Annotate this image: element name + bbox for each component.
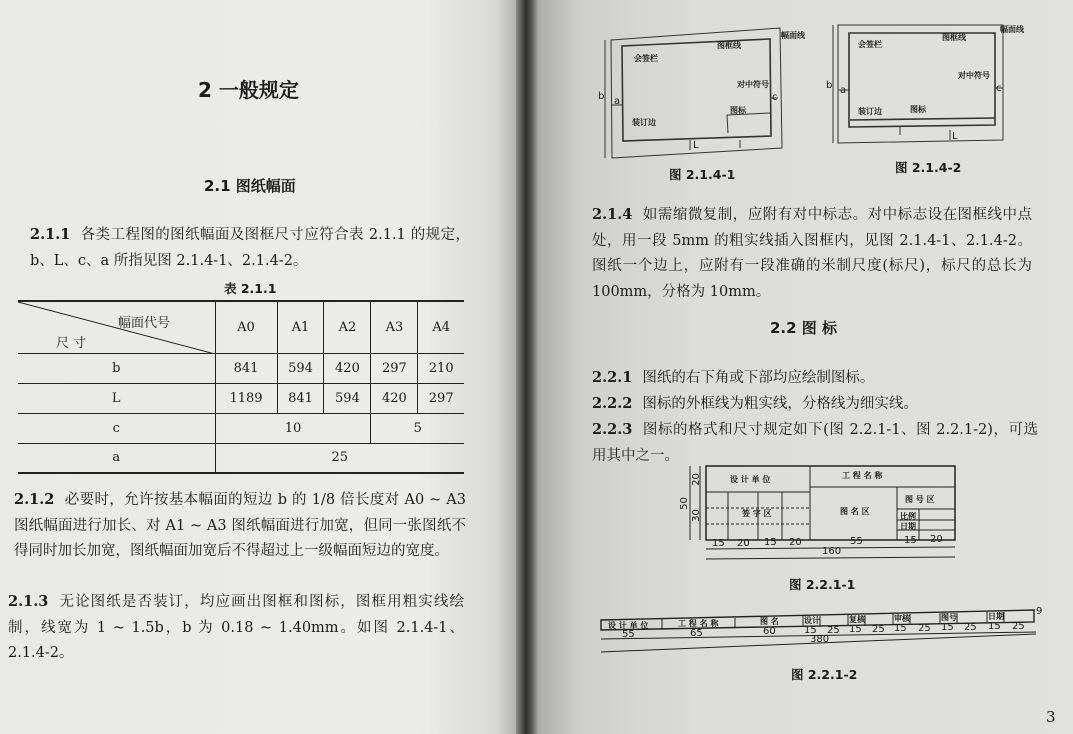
label-sign-box: 会签栏 — [858, 40, 882, 49]
dim: 25 — [1012, 621, 1025, 632]
cell-sign-area: 签 字 区 — [742, 509, 772, 518]
cell-drawing-no-area: 图 号 区 — [905, 495, 935, 504]
dim: 15 — [941, 622, 954, 633]
clause-text: 无论图纸是否装订，均应画出图框和图标，图框用粗实线绘制，线宽为 1 ~ 1.5b，b 为 0.18 ~ 1.40mm。如图 2.1.4-1、2.1.4-2。 — [8, 594, 464, 661]
cell: 日期 — [988, 612, 1004, 621]
row-label: a — [18, 443, 215, 473]
label-c: c — [772, 92, 778, 103]
dim: 25 — [964, 622, 977, 633]
clause-2-2-1 — [592, 365, 1032, 392]
fig-2-1-4-2-caption: 图 2.1.4-2 — [895, 160, 962, 175]
cell-design-unit: 设 计 单 位 — [730, 475, 771, 484]
dim-total: 160 — [822, 546, 842, 557]
fig-2-2-1-1-caption: 图 2.2.1-1 — [789, 577, 856, 592]
cell-project-name: 工 程 名 称 — [842, 471, 883, 480]
header-size-code: 幅面代号 — [118, 316, 171, 331]
clause-number: 2.1.1 — [30, 226, 71, 243]
cell: 841 — [215, 353, 277, 383]
cell: 审核 — [894, 614, 910, 623]
page-number: 3 — [1046, 708, 1056, 726]
row-label: c — [18, 413, 215, 443]
dim-height-bottom: 30 — [690, 509, 702, 522]
cell: 1189 — [215, 383, 277, 413]
section-title-2-2: 2.2 图 标 — [770, 319, 838, 337]
col-a3: A3 — [371, 301, 418, 353]
label-center-mark: 对中符号 — [958, 71, 990, 80]
clause-2-1-4 — [592, 202, 1032, 305]
dim: 15 — [764, 537, 777, 548]
col-a2: A2 — [324, 301, 371, 353]
label-frame-line: 图框线 — [717, 41, 741, 50]
label-b: b — [826, 80, 833, 91]
cell: 图 名 — [760, 617, 779, 626]
row-label: L — [18, 383, 215, 413]
dim-height-total: 50 — [678, 497, 690, 510]
cell: 设计 — [804, 616, 820, 625]
cell: 210 — [418, 353, 464, 383]
dim-total: 380 — [810, 634, 830, 645]
label-sheet-line: 幅面线 — [781, 31, 805, 40]
label-frame-line: 图框线 — [942, 33, 966, 42]
clause-text: 图标的格式和尺寸规定如下(图 2.2.1-1、图 2.2.1-2)，可选用其中之一。 — [592, 422, 1038, 464]
chapter-title: 2 一般规定 — [198, 78, 299, 102]
clause-2-2-3 — [592, 417, 1038, 469]
cell-scale: 比例 — [900, 512, 916, 521]
dim: 25 — [918, 623, 931, 634]
clause-text: 图标的外框线为粗实线，分格线为细实线。 — [642, 396, 918, 412]
cell: 25 — [215, 443, 464, 473]
cell: 297 — [418, 383, 464, 413]
label-a: a — [614, 96, 621, 107]
label-a: a — [840, 85, 847, 96]
fig-2-1-4-1-caption: 图 2.1.4-1 — [669, 167, 736, 182]
cell: 设 计 单 位 — [608, 621, 649, 630]
header-dimension: 尺 寸 — [56, 336, 87, 351]
clause-number: 2.2.2 — [592, 395, 633, 412]
dim: 15 — [712, 538, 725, 549]
dim: 20 — [930, 534, 943, 545]
cell: 594 — [277, 353, 324, 383]
dim: 20 — [737, 538, 750, 549]
section-title-2-1: 2.1 图纸幅面 — [204, 177, 296, 195]
clause-number: 2.1.4 — [592, 206, 633, 223]
cell: 420 — [371, 383, 418, 413]
col-a0: A0 — [215, 301, 277, 353]
row-label: b — [18, 353, 215, 383]
clause-number: 2.1.2 — [14, 491, 55, 508]
dim-height: 9 — [1036, 606, 1043, 617]
clause-text: 如需缩微复制，应附有对中标志。对中标志设在图框线中点处，用一段 5mm 的粗实线插入图框内，见图 2.1.4-1、2.1.4-2。图纸一个边上，应附有一段准确的米制尺度(标尺)，标尺的总长为 100mm，分格为 10mm。 — [592, 207, 1032, 300]
label-sheet-line: 幅面线 — [1000, 25, 1024, 34]
dim: 55 — [622, 629, 635, 640]
cell: 420 — [324, 353, 371, 383]
dim: 15 — [904, 535, 917, 546]
clause-text: 各类工程图的图纸幅面及图框尺寸应符合表 2.1.1 的规定，b、L、c、a 所指见图 2.1.4-1、2.1.4-2。 — [30, 227, 470, 269]
dim: 25 — [872, 624, 885, 635]
clause-number: 2.1.3 — [8, 593, 49, 610]
cell: 297 — [371, 353, 418, 383]
label-title-block: 图标 — [730, 106, 746, 115]
cell: 工 程 名 称 — [678, 619, 719, 628]
dim: 15 — [804, 625, 817, 636]
label-b: b — [598, 91, 605, 102]
clause-number: 2.2.3 — [592, 421, 633, 438]
cell: 图号 — [941, 613, 957, 622]
cell-date: 日期 — [900, 522, 916, 531]
dim: 20 — [789, 537, 802, 548]
table-caption: 表 2.1.1 — [224, 281, 277, 296]
dim: 65 — [690, 628, 703, 639]
dim-height-top: 20 — [690, 473, 702, 486]
label-binding-edge: 装订边 — [632, 118, 656, 127]
label-title-block: 图标 — [910, 105, 926, 114]
clause-text: 图纸的右下角或下部均应绘制图标。 — [642, 370, 875, 386]
clause-2-2-2 — [592, 391, 1032, 418]
cell: 复核 — [849, 615, 865, 624]
dim: 60 — [763, 626, 776, 637]
dim: 15 — [894, 623, 907, 634]
dim: 25 — [827, 625, 840, 636]
clause-number: 2.2.1 — [592, 369, 633, 386]
label-binding-edge: 装订边 — [858, 107, 882, 116]
col-a4: A4 — [418, 301, 464, 353]
dim: 15 — [849, 624, 862, 635]
cell: 594 — [324, 383, 371, 413]
label-sign-box: 会签栏 — [634, 54, 658, 63]
clause-text: 必要时，允许按基本幅面的短边 b 的 1/8 倍长度对 A0 ~ A3 图纸幅面进行加长、对 A1 ~ A3 图纸幅面进行加宽，但同一张图纸不得同时加长加宽，图纸幅面加宽后不得超过上一级幅面短边的宽度。 — [14, 492, 466, 559]
cell: 10 — [215, 413, 371, 443]
fig-2-2-1-2-caption: 图 2.2.1-2 — [791, 667, 858, 682]
col-a1: A1 — [277, 301, 324, 353]
label-c: c — [996, 83, 1002, 94]
label-l: L — [693, 140, 699, 151]
dim: 55 — [850, 536, 863, 547]
label-l: L — [952, 131, 958, 142]
cell: 841 — [277, 383, 324, 413]
label-center-mark: 对中符号 — [737, 80, 769, 89]
cell-drawing-name-area: 图 名 区 — [840, 507, 870, 516]
dim: 15 — [988, 621, 1001, 632]
cell: 5 — [371, 413, 464, 443]
